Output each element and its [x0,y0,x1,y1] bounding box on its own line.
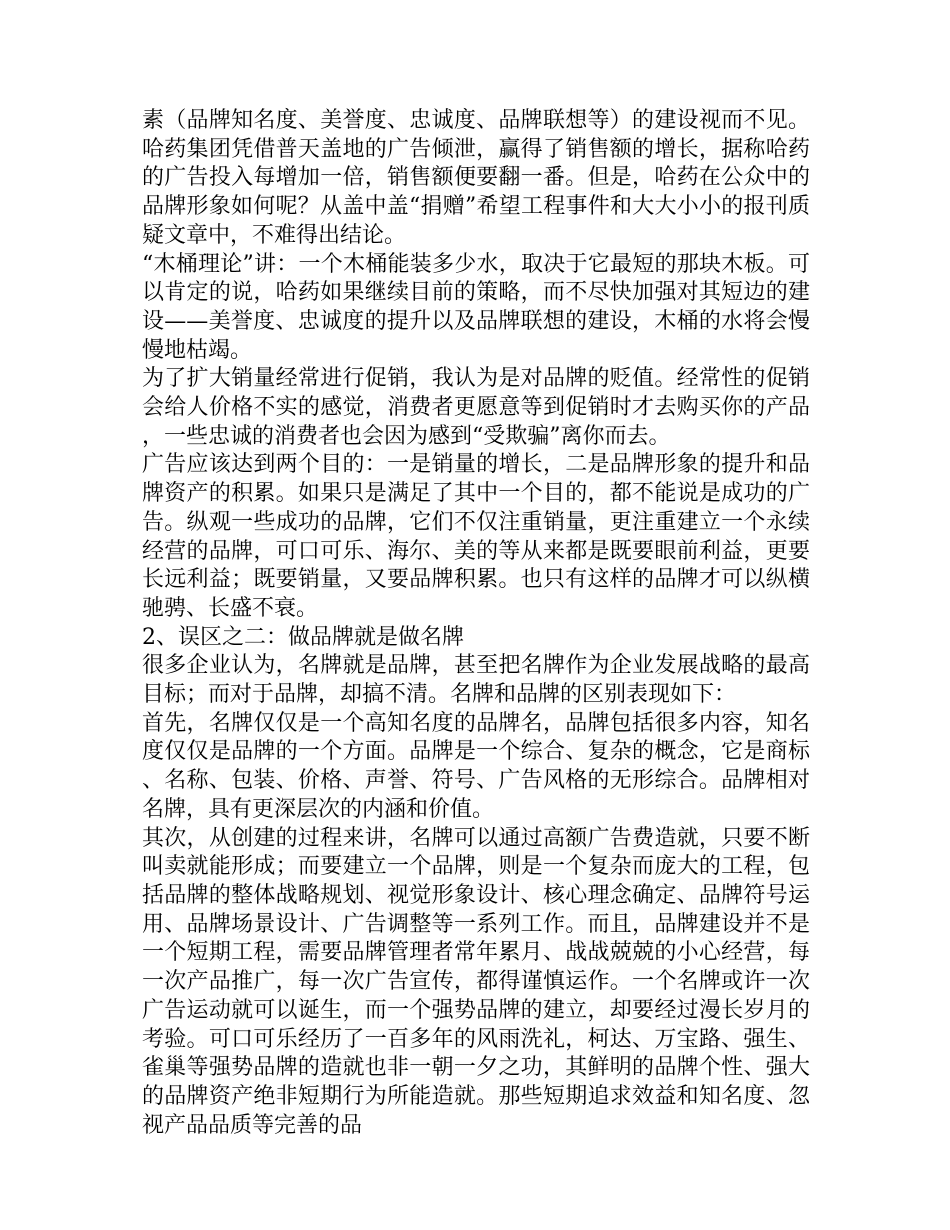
section-heading: 2、误区之二：做品牌就是做名牌 [142,624,464,650]
paragraph-3: 为了扩大销量经常进行促销，我认为是对品牌的贬值。经常性的促销会给人价格不实的感觉，消费者更愿意等到促销时才去购买你的产品，一些忠诚的消费者也会因为感到“受欺骗”离你而去。 [142,366,810,449]
document-body [142,107,810,1140]
paragraph-6: 首先，名牌仅仅是一个高知名度的品牌名，品牌包括很多内容，知名度仅仅是品牌的一个方面。品牌是一个综合、复杂的概念，它是商标、名称、包装、价格、声誉、符号、广告风格的无形综合。品牌相对名牌，具有更深层次的内涵和价值。 [142,710,810,822]
paragraph-2: “木桶理论”讲：一个木桶能装多少水，取决于它最短的那块木板。可以肯定的说，哈药如果继续目前的策略，而不尽快加强对其短边的建设——美誉度、忠诚度的提升以及品牌联想的建设，木桶的水将会慢慢地枯竭。 [142,251,810,363]
paragraph-7: 其次，从创建的过程来讲，名牌可以通过高额广告费造就，只要不断叫卖就能形成；而要建立一个品牌，则是一个复杂而庞大的工程，包括品牌的整体战略规划、视觉形象设计、核心理念确定、品牌符号运用、品牌场景设计、广告调整等一系列工作。而且，品牌建设并不是一个短期工程，需要品牌管理者常年累月、战战兢兢的小心经营，每一次产品推广，每一次广告宣传，都得谨慎运作。一个名牌或许一次广告运动就可以诞生，而一个强势品牌的建立，却要经过漫长岁月的考验。可口可乐经历了一百多年的风雨洗礼，柯达、万宝路、强生、雀巢等强势品牌的造就也非一朝一夕之功，其鲜明的品牌个性、强大的品牌资产绝非短期行为所能造就。那些短期追求效益和知名度、忽视产品品质等完善的品 [142,825,810,1138]
paragraph-5: 很多企业认为，名牌就是品牌，甚至把名牌作为企业发展战略的最高目标；而对于品牌，却搞不清。名牌和品牌的区别表现如下： [142,653,810,708]
paragraph-1: 素（品牌知名度、美誉度、忠诚度、品牌联想等）的建设视而不见。哈药集团凭借普天盖地的广告倾泄，赢得了销售额的增长，据称哈药的广告投入每增加一倍，销售额便要翻一番。但是，哈药在公众中的品牌形象如何呢？从盖中盖“捐赠”希望工程事件和大大小小的报刊质疑文章中，不难得出结论。 [142,108,810,248]
paragraph-4: 广告应该达到两个目的：一是销量的增长，二是品牌形象的提升和品牌资产的积累。如果只是满足了其中一个目的，都不能说是成功的广告。纵观一些成功的品牌，它们不仅注重销量，更注重建立一个永续经营的品牌，可口可乐、海尔、美的等从来都是既要眼前利益，更要长远利益；既要销量，又要品牌积累。也只有这样的品牌才可以纵横驰骋、长盛不衰。 [142,452,810,621]
